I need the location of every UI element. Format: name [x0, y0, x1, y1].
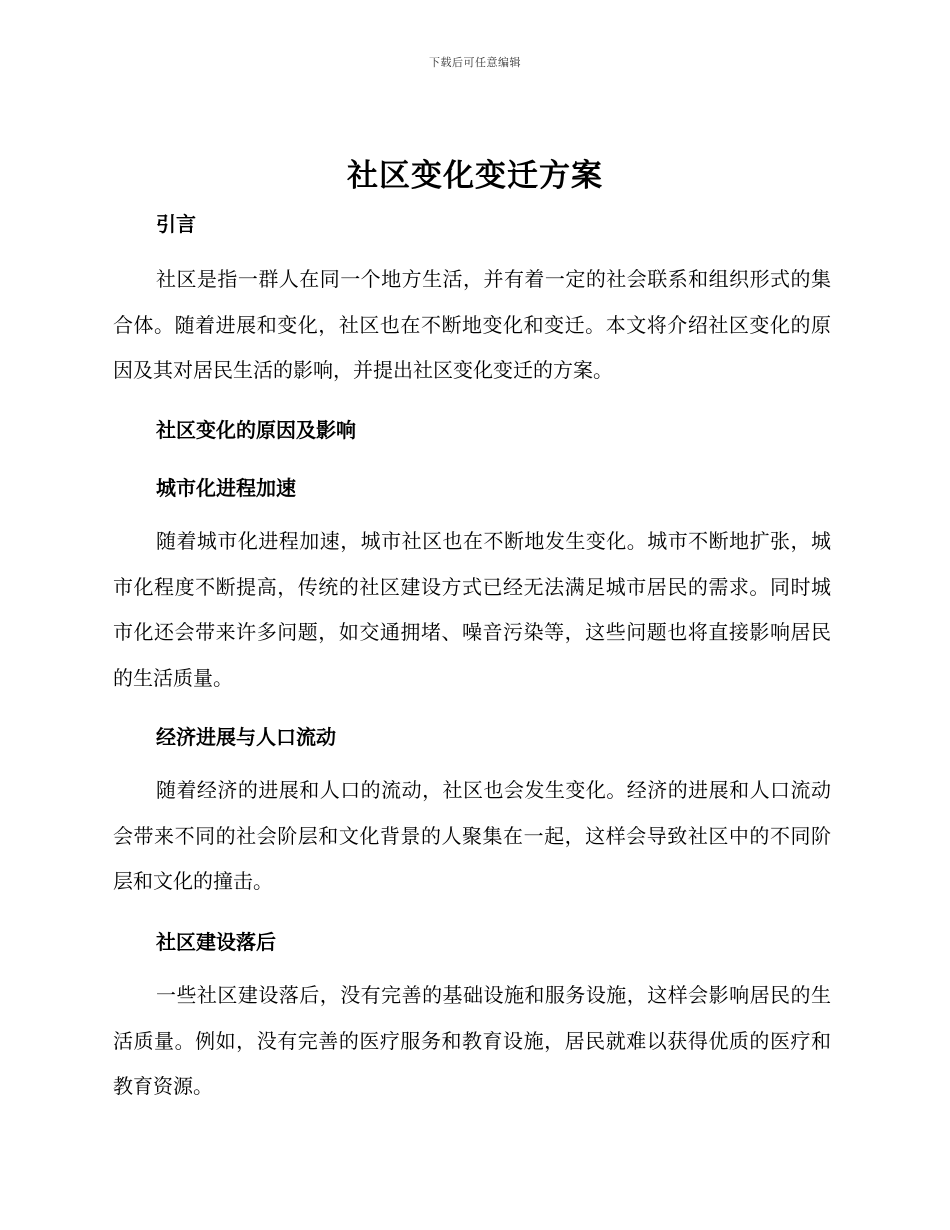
intro-paragraph: 社区是指一群人在同一个地方生活，并有着一定的社会联系和组织形式的集合体。随着进展和变化，社区也在不断地变化和变迁。本文将介绍社区变化的原因及其对居民生活的影响，并提出社区变化变迁的方案。	[113, 267, 831, 382]
backward-construction-paragraph: 一些社区建设落后，没有完善的基础设施和服务设施，这样会影响居民的生活质量。例如，没有完善的医疗服务和教育设施，居民就难以获得优质的医疗和教育资源。	[113, 983, 831, 1098]
urbanization-heading: 城市化进程加速	[156, 476, 296, 500]
page-title: 社区变化变迁方案	[347, 158, 603, 194]
causes-heading: 社区变化的原因及影响	[156, 418, 356, 442]
economy-heading: 经济进展与人口流动	[156, 725, 336, 749]
economy-paragraph: 随着经济的进展和人口的流动，社区也会发生变化。经济的进展和人口流动会带来不同的社会阶层和文化背景的人聚集在一起，这样会导致社区中的不同阶层和文化的撞击。	[113, 778, 831, 893]
backward-construction-heading: 社区建设落后	[156, 930, 276, 954]
header-note: 下载后可任意编辑	[429, 56, 521, 69]
urbanization-paragraph: 随着城市化进程加速，城市社区也在不断地发生变化。城市不断地扩张，城市化程度不断提高，传统的社区建设方式已经无法满足城市居民的需求。同时城市化还会带来许多问题，如交通拥堵、噪音污染等，这些问题也将直接影响居民的生活质量。	[113, 529, 831, 690]
intro-heading: 引言	[156, 212, 196, 236]
